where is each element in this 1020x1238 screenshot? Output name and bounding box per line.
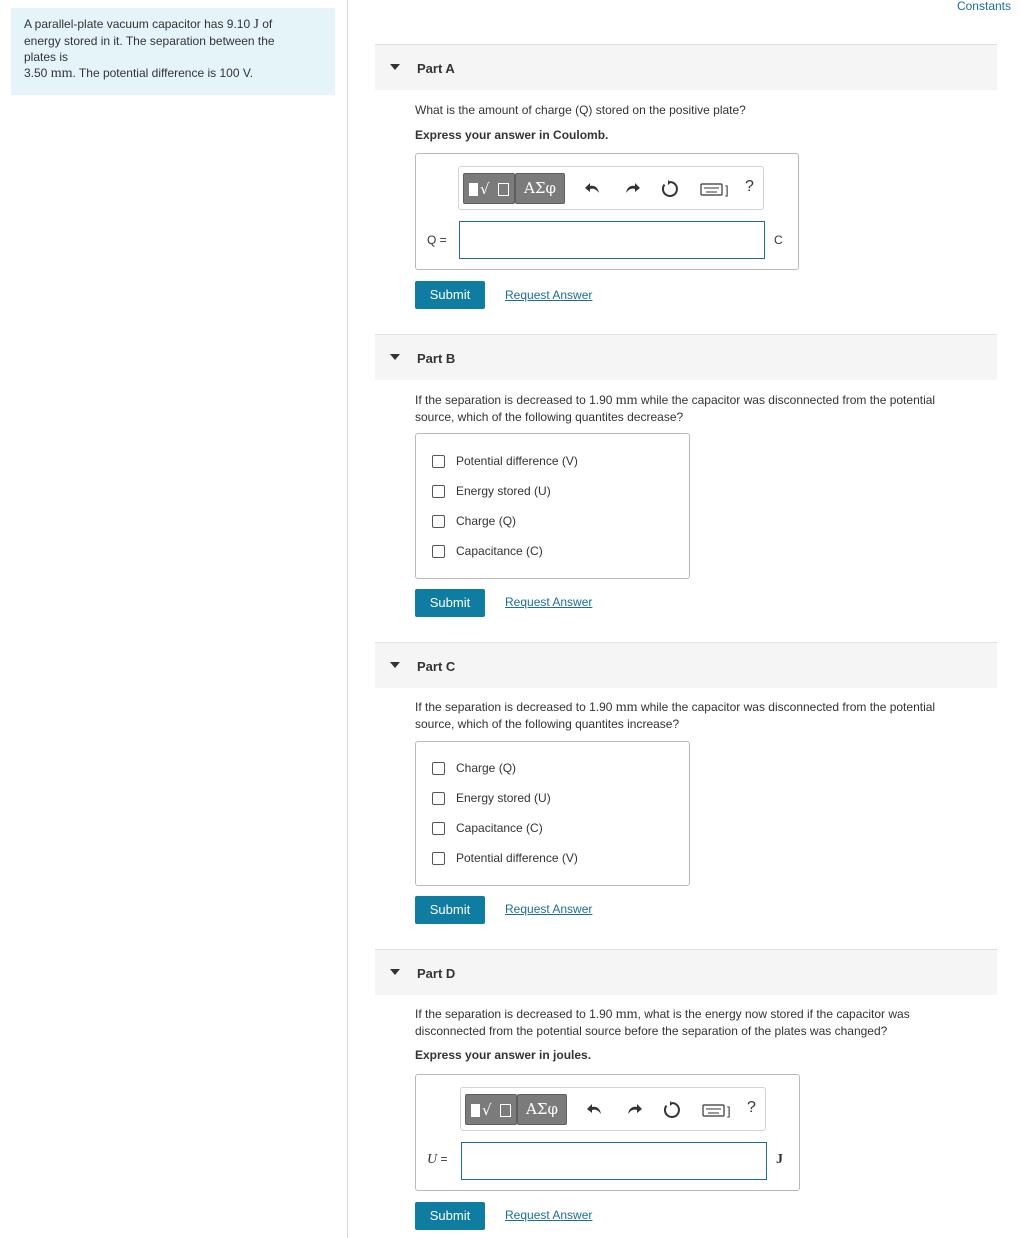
problem-line-2: energy stored in it. The separation between the	[24, 34, 275, 48]
variable-label: Q =	[427, 233, 447, 247]
part-d-instruction: Express your answer in joules.	[415, 1048, 592, 1062]
part-c-header[interactable]	[375, 642, 997, 688]
part-a-question: What is the amount of charge (Q) stored on the positive plate?	[415, 103, 746, 117]
column-divider	[347, 0, 348, 1238]
collapse-triangle-icon[interactable]	[390, 354, 400, 360]
redo-icon[interactable]	[622, 179, 642, 199]
problem-line-4: 3.50 mm. The potential difference is 100 V.	[24, 66, 254, 81]
unit-label: J	[776, 1152, 783, 1167]
submit-button[interactable]: Submit	[415, 589, 485, 617]
svg-text:]: ]	[724, 184, 729, 198]
part-b-question: If the separation is decreased to 1.90 mm while the capacitor was disconnected from the potential source, which of the following quantites decrease?	[415, 393, 936, 424]
symbols-button[interactable]: ΑΣφ	[517, 1094, 567, 1125]
help-icon[interactable]: ?	[745, 178, 754, 195]
part-a-header[interactable]	[375, 44, 997, 90]
undo-icon[interactable]	[585, 1100, 605, 1120]
submit-button[interactable]: Submit	[415, 281, 485, 309]
answer-input[interactable]	[461, 1142, 767, 1180]
svg-text:]: ]	[726, 1105, 731, 1119]
constants-link[interactable]: Constants	[956, 0, 1011, 13]
templates-icon: √	[482, 1101, 492, 1119]
problem-line-1: A parallel-plate vacuum capacitor has 9.10 J of	[24, 17, 273, 32]
part-a-answer-box	[415, 153, 799, 270]
problem-line-3: plates is	[24, 50, 69, 64]
part-a-title: Part A	[417, 61, 455, 76]
checkbox[interactable]	[432, 822, 445, 835]
math-toolbar	[458, 166, 764, 210]
part-c-title: Part C	[417, 659, 456, 674]
checkbox[interactable]	[432, 792, 445, 805]
checkbox[interactable]	[432, 485, 445, 498]
reset-icon[interactable]	[660, 179, 680, 199]
keyboard-icon[interactable]	[700, 179, 730, 199]
collapse-triangle-icon[interactable]	[390, 64, 400, 70]
part-d-question: If the separation is decreased to 1.90 mm, what is the energy now stored if the capacitor was disconnected from the potential source before the separation of the plates was changed?	[415, 1007, 910, 1038]
part-c-question: If the separation is decreased to 1.90 mm while the capacitor was disconnected from the potential source, which of the following quantites increase?	[415, 700, 936, 731]
unit-label: C	[774, 233, 783, 247]
checkbox[interactable]	[432, 852, 445, 865]
undo-icon[interactable]	[583, 179, 603, 199]
request-answer-link[interactable]: Request Answer	[505, 902, 593, 916]
symbols-button[interactable]: ΑΣφ	[515, 173, 565, 204]
checkbox[interactable]	[432, 455, 445, 468]
checkbox[interactable]	[432, 545, 445, 558]
submit-button[interactable]: Submit	[415, 896, 485, 924]
keyboard-icon[interactable]	[702, 1100, 732, 1120]
submit-button[interactable]: Submit	[415, 1202, 485, 1230]
request-answer-link[interactable]: Request Answer	[505, 595, 593, 609]
problem-statement	[11, 8, 335, 95]
part-d-header[interactable]	[375, 949, 997, 995]
part-b-title: Part B	[417, 351, 456, 366]
math-toolbar	[460, 1087, 766, 1131]
collapse-triangle-icon[interactable]	[390, 662, 400, 668]
request-answer-link[interactable]: Request Answer	[505, 288, 593, 302]
redo-icon[interactable]	[624, 1100, 644, 1120]
request-answer-link[interactable]: Request Answer	[505, 1208, 593, 1222]
checkbox[interactable]	[432, 762, 445, 775]
templates-button[interactable]	[463, 173, 515, 204]
part-d-answer-box	[415, 1074, 800, 1191]
part-c-choices: Charge (Q) Energy stored (U) Capacitance (C) Potential difference (V)	[415, 741, 690, 886]
reset-icon[interactable]	[662, 1100, 682, 1120]
collapse-triangle-icon[interactable]	[390, 969, 400, 975]
templates-button[interactable]	[465, 1094, 517, 1125]
variable-label: U =	[427, 1152, 448, 1167]
part-b-choices: Potential difference (V) Energy stored (U) Charge (Q) Capacitance (C)	[415, 433, 690, 579]
checkbox[interactable]	[432, 515, 445, 528]
part-d-title: Part D	[417, 966, 456, 981]
part-a-instruction: Express your answer in Coulomb.	[415, 128, 609, 142]
answer-input[interactable]	[459, 221, 765, 259]
templates-icon: √	[480, 180, 490, 198]
part-b-header[interactable]	[375, 334, 997, 380]
help-icon[interactable]: ?	[747, 1099, 756, 1116]
